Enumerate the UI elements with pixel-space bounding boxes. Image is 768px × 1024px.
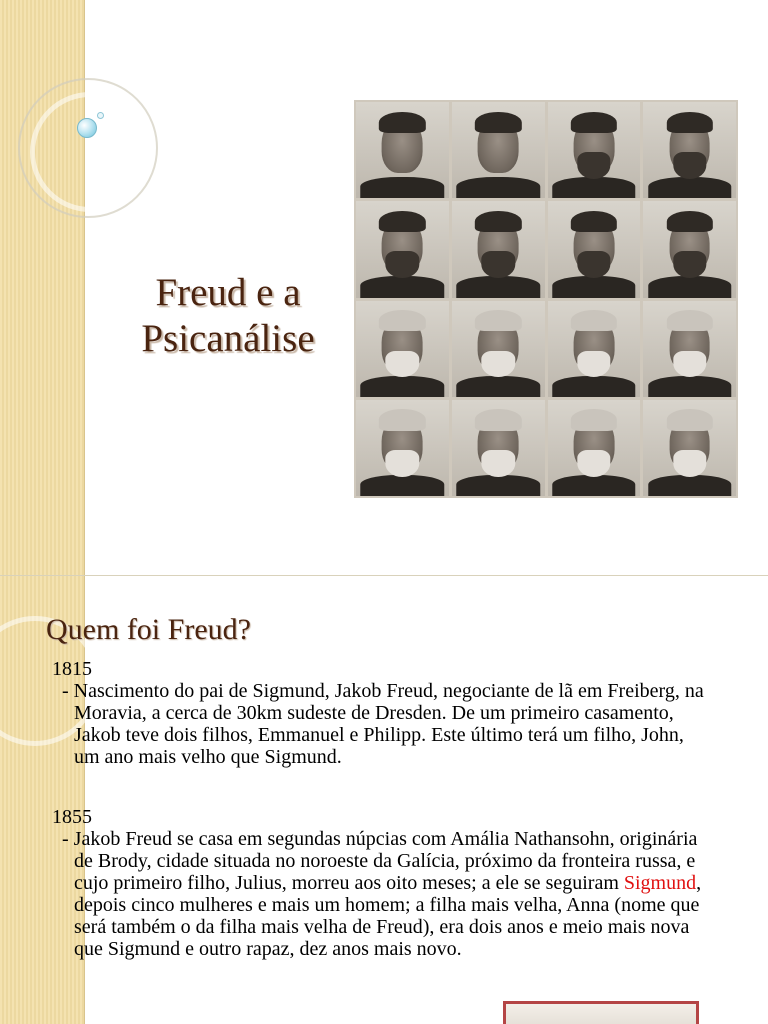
portrait-photo: [643, 102, 736, 198]
title-line-1: Freud e a: [155, 271, 301, 314]
portrait-body: [361, 276, 444, 297]
portrait-photo: [643, 301, 736, 397]
portrait-body: [552, 177, 635, 198]
portrait-photo: [643, 400, 736, 496]
portrait-body: [648, 276, 731, 297]
slide-biography: [0, 576, 768, 1024]
slide-heading: Quem foi Freud?: [46, 613, 251, 646]
portrait-beard: [577, 450, 610, 477]
portrait-beard: [673, 251, 706, 278]
portrait-beard: [673, 152, 706, 179]
portrait-beard: [577, 152, 610, 179]
portrait-hair: [475, 310, 521, 331]
portrait-hair: [571, 211, 617, 232]
portrait-beard: [673, 450, 706, 477]
portrait-photo: [356, 301, 449, 397]
portrait-photo: [356, 102, 449, 198]
timeline-entry-1815: [52, 658, 712, 768]
portrait-photo: [452, 301, 545, 397]
highlight-sigmund: Sigmund: [623, 872, 697, 894]
title-line-2: Psicanálise: [141, 317, 315, 360]
entry-text: - Nascimento do pai de Sigmund, Jakob Freud, negociante de lã em Freiberg, na Moravia, a cerca de 30km sudeste de Dresden. De um primeiro casamento, Jakob teve dois filhos, Emmanuel e Philipp. Este último terá um filho, John, um ano mais velho que Sigmund.: [62, 680, 704, 768]
portrait-body: [648, 177, 731, 198]
slide-title-text: [108, 270, 348, 362]
freud-portrait-grid: [354, 100, 738, 498]
portrait-beard: [673, 351, 706, 378]
portrait-photo: [356, 400, 449, 496]
portrait-photo: [548, 201, 641, 297]
portrait-beard: [386, 251, 419, 278]
partial-photo: [503, 1001, 699, 1024]
timeline-entry-1855: [52, 806, 712, 960]
portrait-hair: [666, 211, 712, 232]
portrait-hair: [475, 211, 521, 232]
portrait-beard: [481, 450, 514, 477]
portrait-beard: [577, 251, 610, 278]
entry-year: 1855: [52, 806, 92, 828]
portrait-beard: [481, 351, 514, 378]
portrait-hair: [666, 310, 712, 331]
portrait-hair: [571, 409, 617, 430]
portrait-body: [456, 177, 539, 198]
entry-text-before: - Jakob Freud se casa em segundas núpcias com Amália Nathansohn, originária de Brody, cidade situada no noroeste da Galícia, próximo da fronteira russa, e cujo primeiro filho, Julius, morreu aos oito meses; a ele se seguiram: [62, 828, 698, 894]
portrait-photo: [548, 400, 641, 496]
portrait-hair: [666, 112, 712, 133]
portrait-beard: [386, 450, 419, 477]
portrait-photo: [452, 102, 545, 198]
portrait-body: [648, 475, 731, 496]
portrait-photo: [643, 201, 736, 297]
entry-text-after: , depois cinco mulheres e mais um homem; a filha mais velha, Anna (nome que será também o da filha mais velha de Freud), era dois anos e meio mais nova que Sigmund e outro rapaz, dez anos mais novo.: [74, 872, 702, 960]
decorative-ring-thin: [18, 78, 158, 218]
portrait-photo: [548, 301, 641, 397]
portrait-beard: [577, 351, 610, 378]
decorative-bubble: [77, 118, 97, 138]
portrait-body: [456, 376, 539, 397]
portrait-beard: [386, 351, 419, 378]
portrait-hair: [666, 409, 712, 430]
portrait-body: [361, 376, 444, 397]
portrait-body: [552, 376, 635, 397]
portrait-hair: [379, 112, 425, 133]
portrait-body: [552, 276, 635, 297]
decorative-bubble-small: [97, 112, 104, 119]
portrait-body: [361, 177, 444, 198]
portrait-hair: [475, 409, 521, 430]
portrait-body: [648, 376, 731, 397]
entry-text: [52, 828, 712, 960]
portrait-hair: [379, 409, 425, 430]
portrait-body: [361, 475, 444, 496]
portrait-hair: [475, 112, 521, 133]
portrait-body: [552, 475, 635, 496]
portrait-hair: [571, 310, 617, 331]
portrait-body: [456, 276, 539, 297]
portrait-hair: [571, 112, 617, 133]
portrait-photo: [452, 201, 545, 297]
portrait-hair: [379, 310, 425, 331]
entry-year: 1815: [52, 658, 92, 680]
portrait-photo: [452, 400, 545, 496]
portrait-body: [456, 475, 539, 496]
portrait-photo: [356, 201, 449, 297]
portrait-beard: [481, 251, 514, 278]
portrait-photo: [548, 102, 641, 198]
portrait-hair: [379, 211, 425, 232]
